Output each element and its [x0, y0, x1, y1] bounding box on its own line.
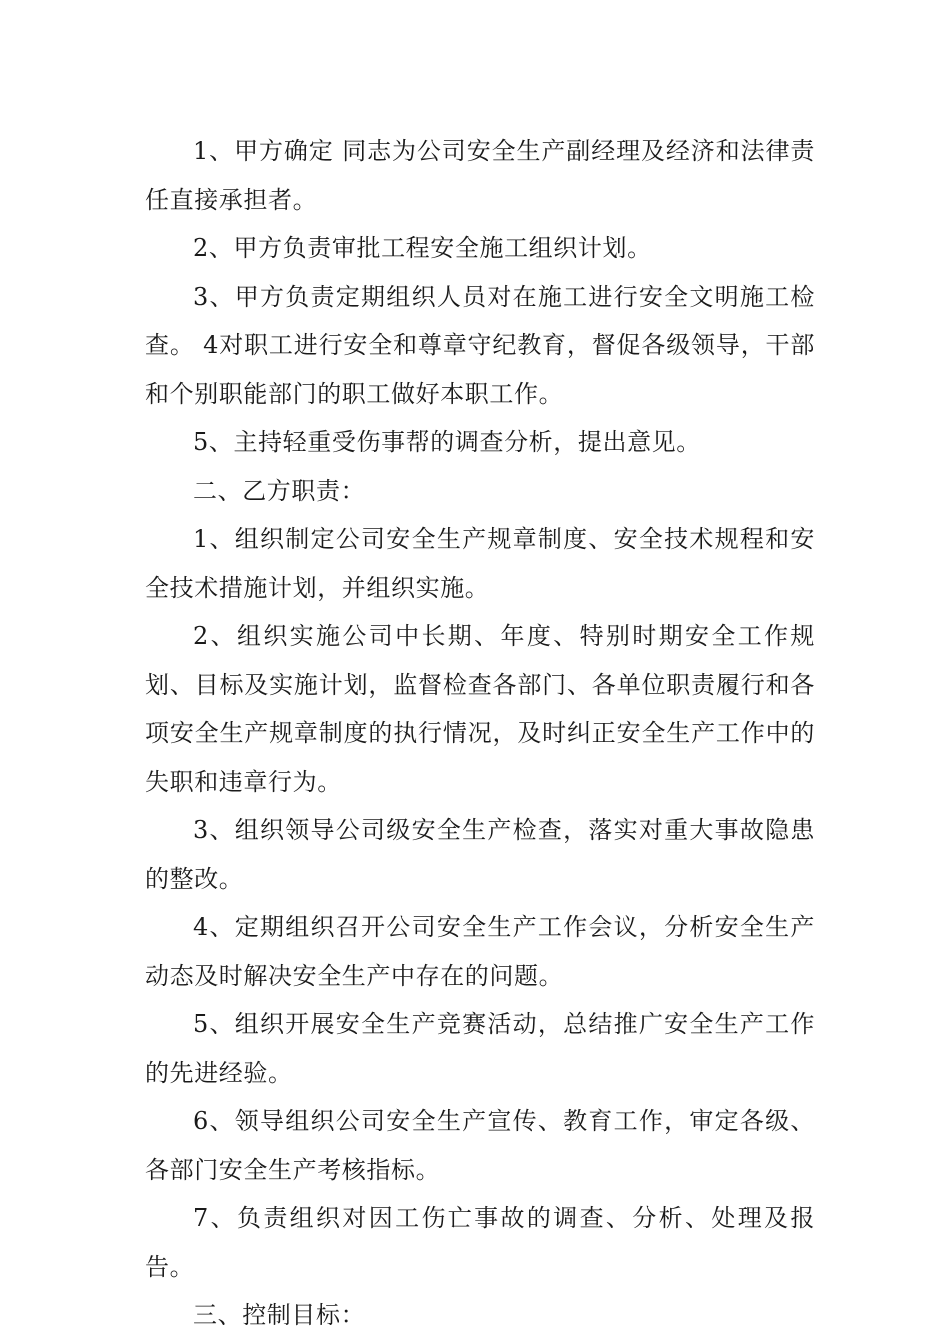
paragraph-party-b-item-1: 1、组织制定公司安全生产规章制度、安全技术规程和安全技术措施计划，并组织实施。: [145, 525, 815, 602]
paragraph-party-a-item-3-4: 3、甲方负责定期组织人员对在施工进行安全文明施工检查。 4对职工进行安全和尊章守纪教育，督促各级领导，干部和个别职能部门的职工做好本职工作。: [145, 282, 815, 408]
paragraph-party-b-item-7: 7、负责组织对因工伤亡事故的调查、分析、处理及报告。: [145, 1204, 815, 1281]
paragraph-party-b-item-4: 4、定期组织召开公司安全生产工作会议，分析安全生产动态及时解决安全生产中存在的问题。: [145, 913, 815, 990]
section-heading-control-targets: 三、控制目标：: [193, 1301, 366, 1329]
paragraph-party-b-item-5: 5、组织开展安全生产竞赛活动，总结推广安全生产工作的先进经验。: [145, 1010, 815, 1087]
paragraph-party-a-item-5: 5、主持轻重受伤事帮的调查分析，提出意见。: [193, 428, 701, 456]
paragraph-party-a-item-1: 1、甲方确定 同志为公司安全生产副经理及经济和法律责任直接承担者。: [145, 137, 815, 214]
paragraph-party-a-item-2: 2、甲方负责审批工程安全施工组织计划。: [193, 234, 652, 262]
paragraph-party-b-item-6: 6、领导组织公司安全生产宣传、教育工作，审定各级、各部门安全生产考核指标。: [145, 1107, 815, 1184]
section-heading-party-b-duties: 二、乙方职责：: [193, 476, 366, 505]
document-body: [145, 127, 815, 1340]
paragraph-party-b-item-3: 3、组织领导公司级安全生产检查，落实对重大事故隐患的整改。: [145, 816, 815, 893]
paragraph-party-b-item-2: 2、组织实施公司中长期、年度、特别时期安全工作规划、目标及实施计划，监督检查各部门、各单位职责履行和各项安全生产规章制度的执行情况，及时纠正安全生产工作中的失职和违章行为。: [145, 622, 815, 796]
